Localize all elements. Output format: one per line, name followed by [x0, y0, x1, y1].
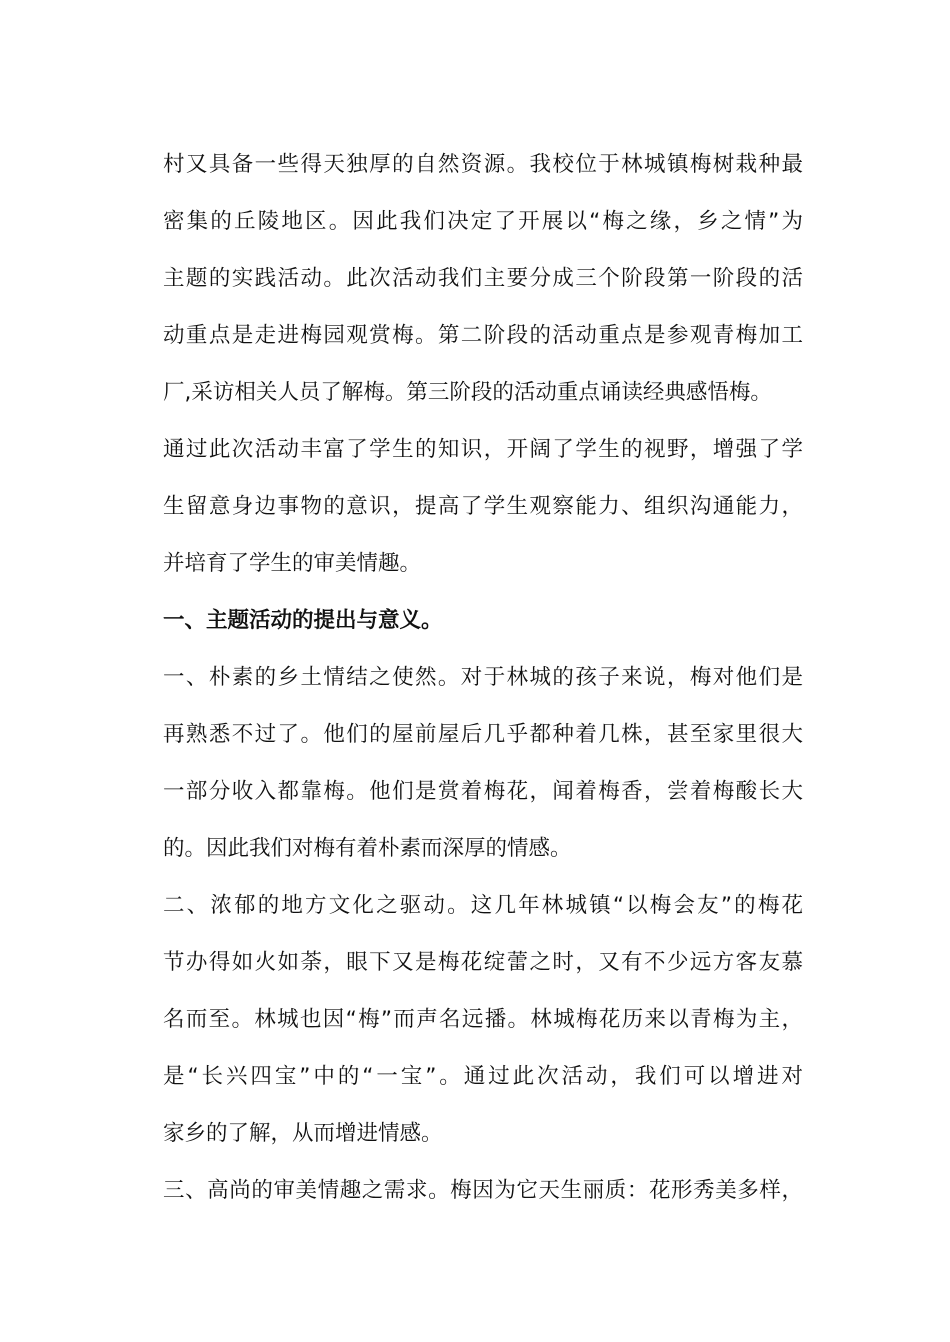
paragraph-line: 通过此次活动丰富了学生的知识，开阔了学生的视野，增强了学: [163, 437, 803, 462]
paragraph-line: 生留意身边事物的意识，提高了学生观察能力、组织沟通能力，: [163, 494, 803, 519]
paragraph-line: 动重点是走进梅园观赏梅。第二阶段的活动重点是参观青梅加工: [163, 323, 803, 348]
paragraph-line: 是“长兴四宝”中的“一宝”。通过此次活动，我们可以增进对: [163, 1064, 803, 1089]
paragraph-line: 三、高尚的审美情趣之需求。梅因为它天生丽质：花形秀美多样，: [163, 1178, 803, 1203]
paragraph-line: 村又具备一些得天独厚的自然资源。我校位于林城镇梅树栽种最: [163, 152, 803, 177]
paragraph-line: 名而至。林城也因“梅”而声名远播。林城梅花历来以青梅为主，: [163, 1007, 803, 1032]
paragraph-line: 密集的丘陵地区。因此我们决定了开展以“梅之缘，乡之情”为: [163, 209, 803, 234]
paragraph-line: 节办得如火如荼，眼下又是梅花绽蕾之时，又有不少远方客友慕: [163, 950, 803, 975]
paragraph-line: 再熟悉不过了。他们的屋前屋后几乎都种着几株，甚至家里很大: [163, 722, 803, 747]
paragraph-line: 家乡的了解，从而增进情感。: [163, 1121, 443, 1146]
paragraph-line: 一、朴素的乡土情结之使然。对于林城的孩子来说，梅对他们是: [163, 665, 803, 690]
paragraph-line: 并培育了学生的审美情趣。: [163, 551, 422, 576]
paragraph-line: 二、浓郁的地方文化之驱动。这几年林城镇“以梅会友”的梅花: [163, 893, 803, 918]
paragraph-line: 主题的实践活动。此次活动我们主要分成三个阶段第一阶段的活: [163, 266, 803, 291]
paragraph-line: 厂,采访相关人员了解梅。第三阶段的活动重点诵读经典感悟梅。: [163, 380, 772, 405]
paragraph-line: 一部分收入都靠梅。他们是赏着梅花，闻着梅香，尝着梅酸长大: [163, 779, 803, 804]
paragraph-line: 的。因此我们对梅有着朴素而深厚的情感。: [163, 836, 572, 861]
section-heading: 一、主题活动的提出与意义。: [163, 608, 443, 633]
document-body: [163, 136, 803, 1219]
